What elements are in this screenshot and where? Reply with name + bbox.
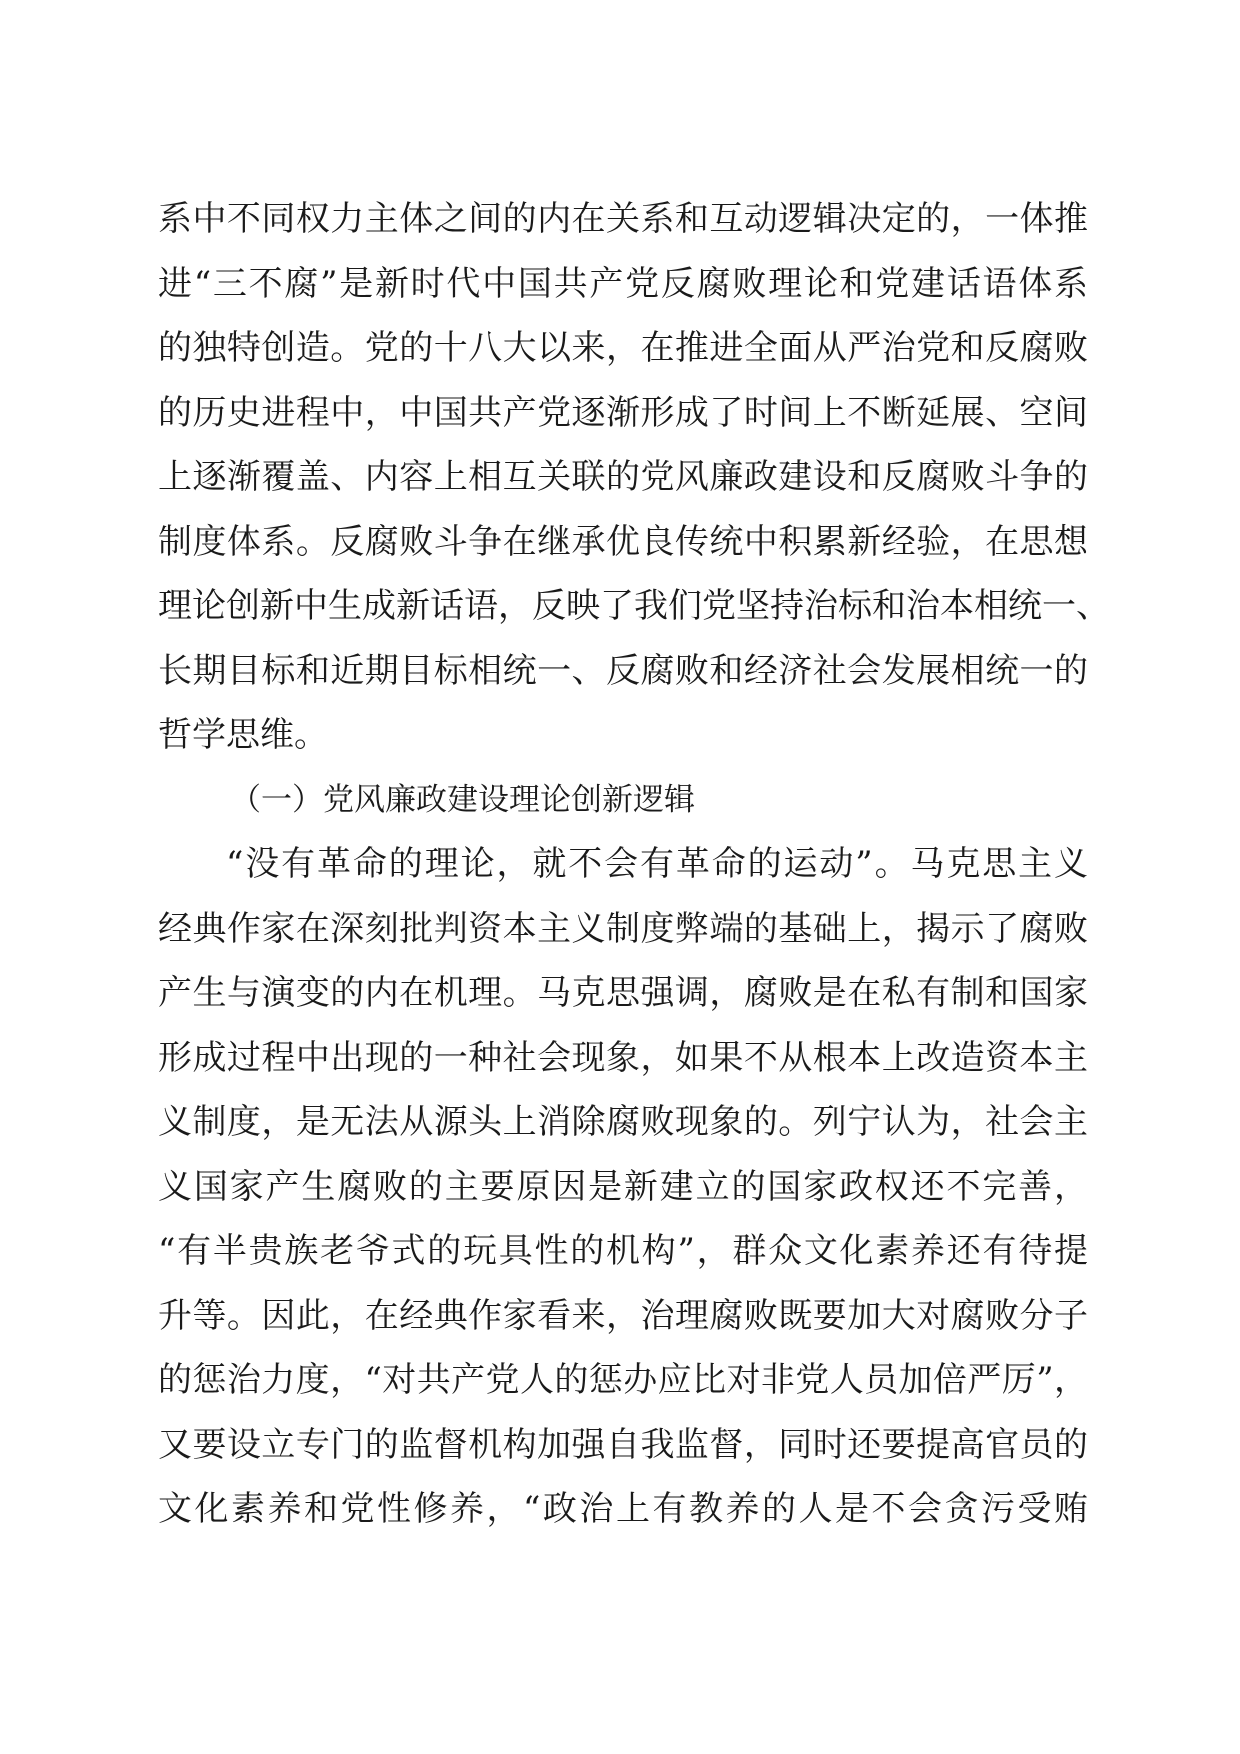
- text-line: 哲学思维。: [158, 715, 328, 755]
- text-line: 系中不同权力主体之间的内在关系和互动逻辑决定的，一体推: [158, 199, 1088, 239]
- text-line: 形成过程中出现的一种社会现象，如果不从根本上改造资本主: [158, 1037, 1088, 1078]
- text-line: 进“三不腐”是新时代中国共产党反腐败理论和党建话语体系: [158, 263, 1088, 304]
- text-line: 的惩治力度，“对共产党人的惩办应比对非党人员加倍严厉”，: [158, 1360, 1088, 1400]
- text-line: 制度体系。反腐败斗争在继承优良传统中积累新经验，在思想: [158, 521, 1088, 562]
- text-line: 文化素养和党性修养，“政治上有教养的人是不会贪污受贿: [158, 1489, 1088, 1529]
- text-line: 又要设立专门的监督机构加强自我监督，同时还要提高官员的: [158, 1424, 1088, 1465]
- text-line: 产生与演变的内在机理。马克思强调，腐败是在私有制和国家: [158, 973, 1088, 1013]
- text-line: “有半贵族老爷式的玩具性的机构”，群众文化素养还有待提: [158, 1231, 1088, 1271]
- text-line: 上逐渐覆盖、内容上相互关联的党风廉政建设和反腐败斗争的: [158, 457, 1088, 497]
- text-line: 的独特创造。党的十八大以来，在推进全面从严治党和反腐败: [158, 328, 1088, 368]
- text-line: 义国家产生腐败的主要原因是新建立的国家政权还不完善，: [158, 1166, 1088, 1207]
- text-line: 理论创新中生成新话语，反映了我们党坚持治标和治本相统一、: [158, 586, 1110, 626]
- text-line: 经典作家在深刻批判资本主义制度弊端的基础上，揭示了腐败: [158, 908, 1088, 949]
- body-text: [158, 187, 1110, 1542]
- section-heading: （一）党风廉政建设理论创新逻辑: [230, 781, 695, 818]
- text-line: 的历史进程中，中国共产党逐渐形成了时间上不断延展、空间: [158, 392, 1088, 433]
- text-line: 长期目标和近期目标相统一、反腐败和经济社会发展相统一的: [158, 650, 1088, 691]
- text-line: 义制度，是无法从源头上消除腐败现象的。列宁认为，社会主: [158, 1102, 1088, 1142]
- text-line: “没有革命的理论，就不会有革命的运动”。马克思主义: [226, 844, 1088, 884]
- text-line: 升等。因此，在经典作家看来，治理腐败既要加大对腐败分子: [158, 1295, 1088, 1336]
